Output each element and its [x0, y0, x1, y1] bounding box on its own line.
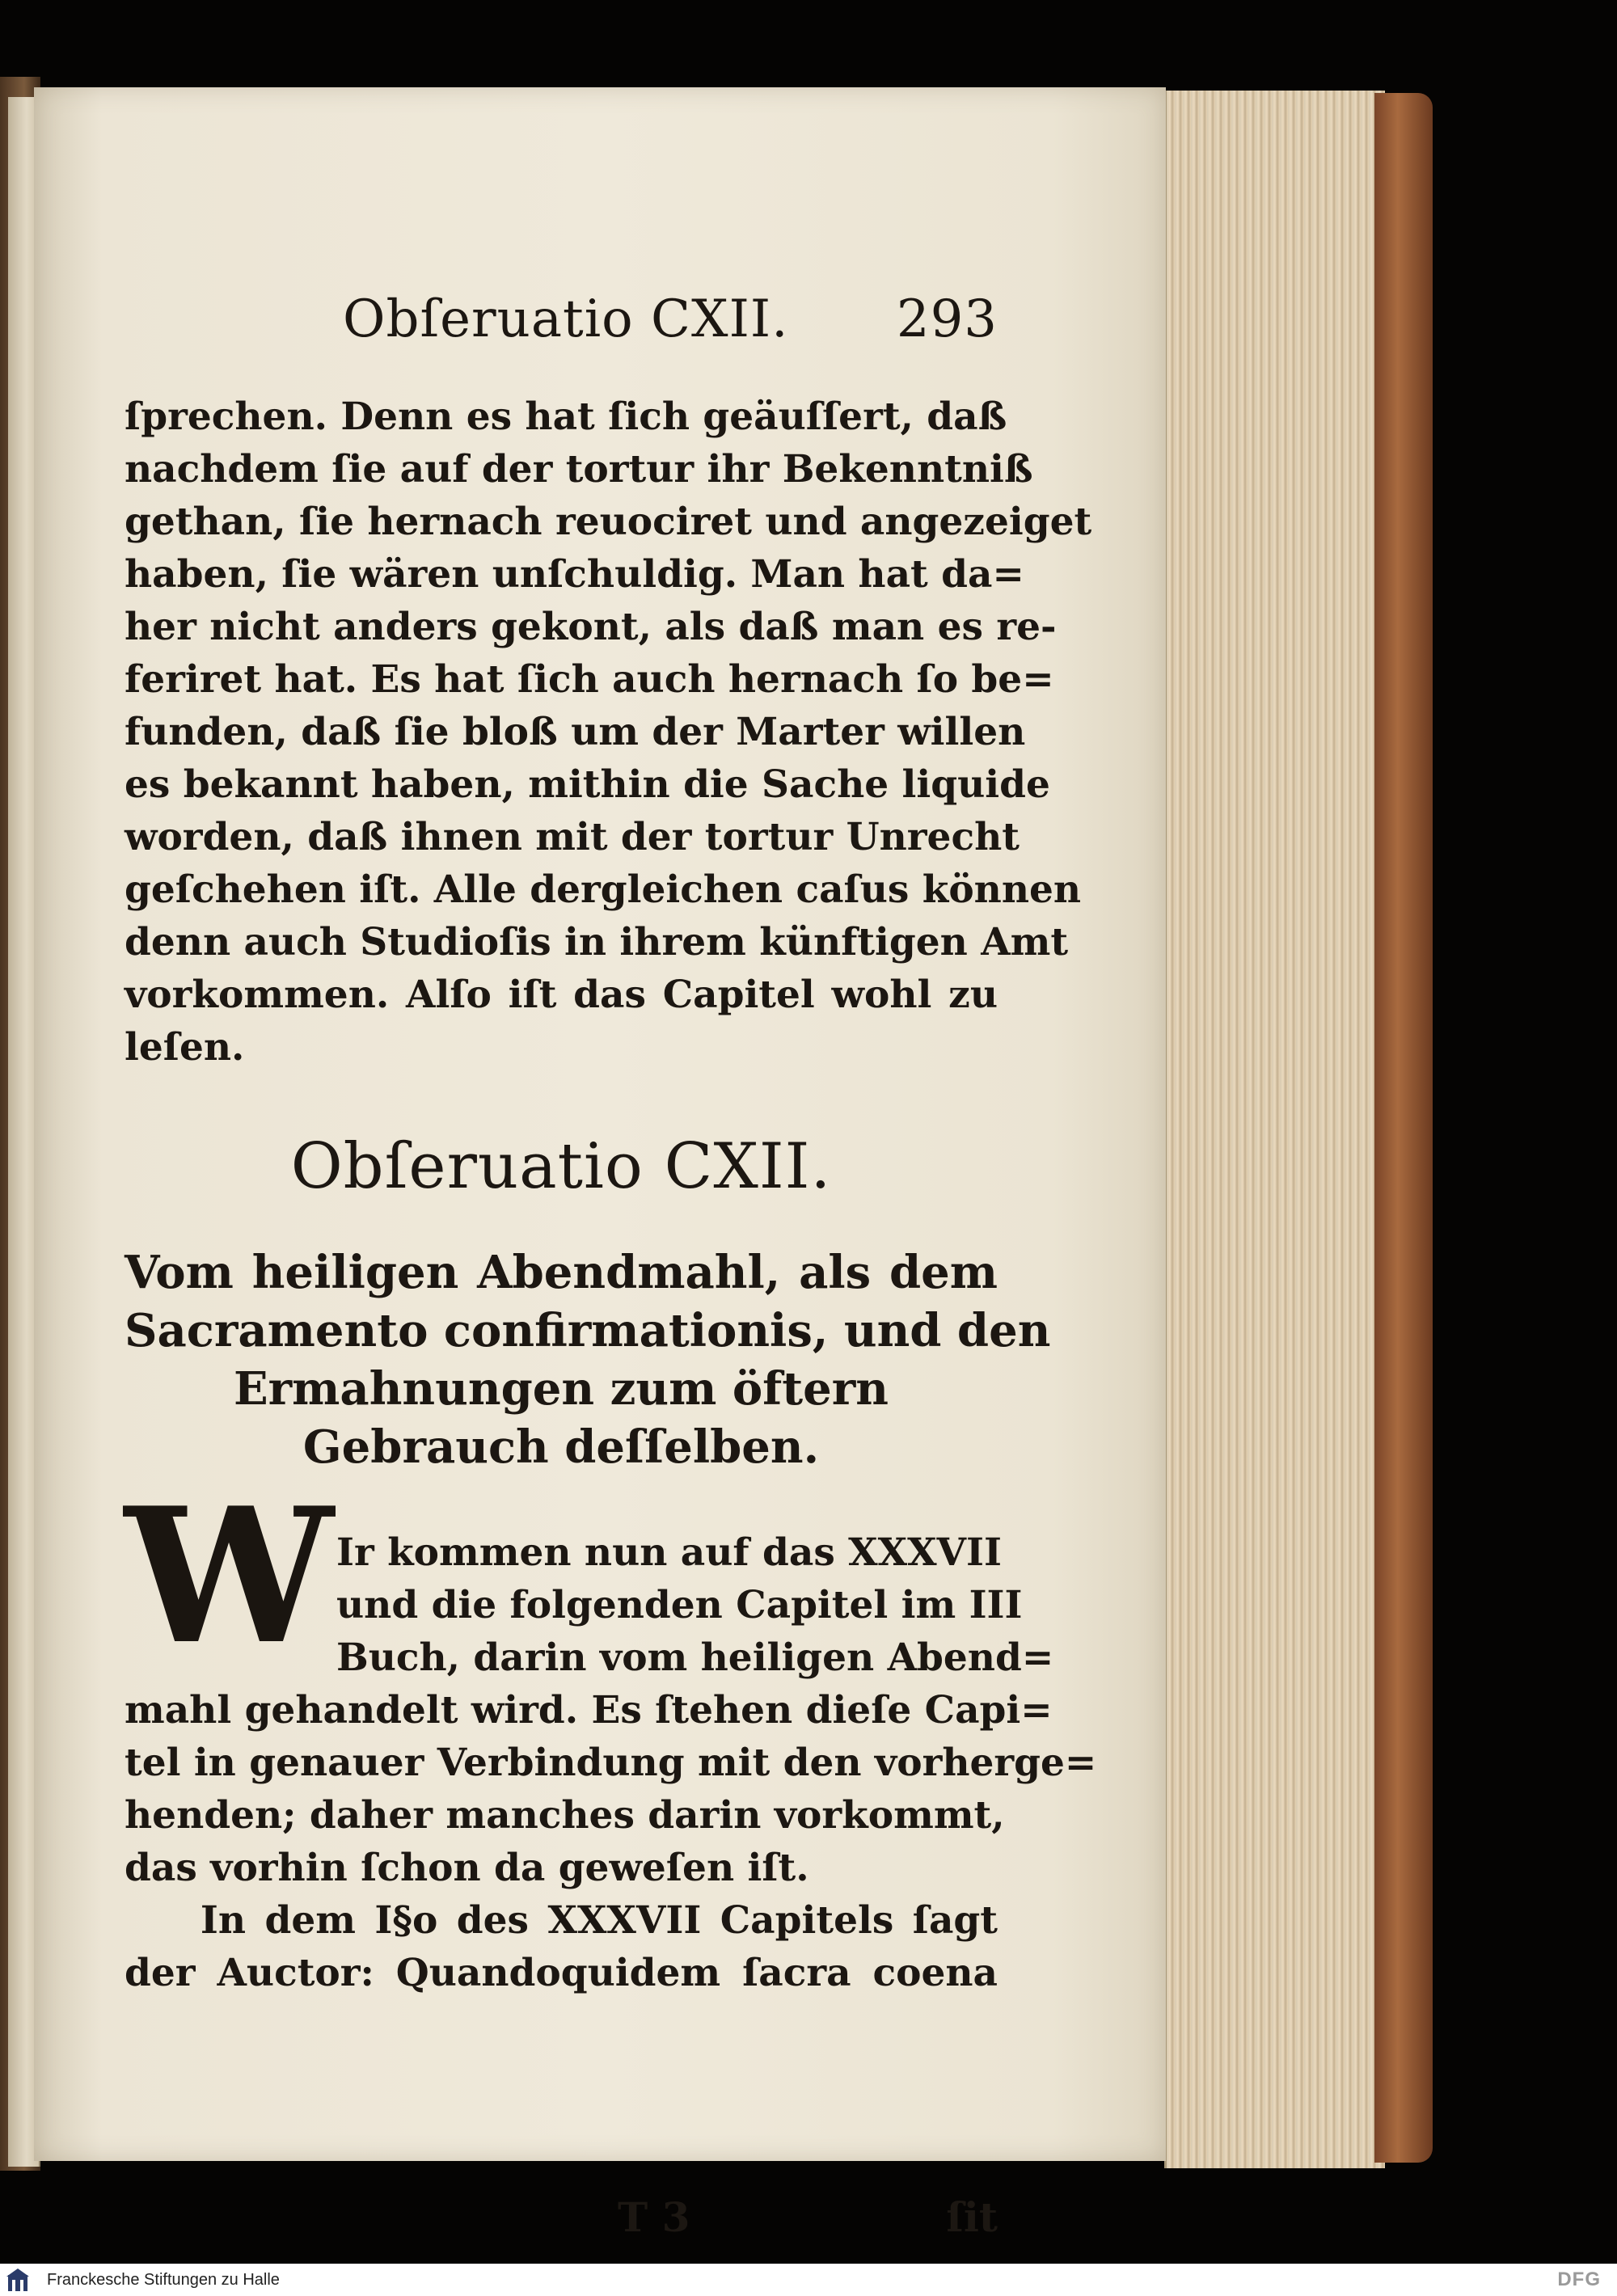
drop-initial: W: [125, 1467, 334, 1686]
text-line: leſen.: [125, 1025, 245, 1070]
bottom-info-strip: [0, 2264, 1617, 2296]
text-line: vorkommen. Alſo iſt das Capitel wohl zu: [125, 973, 998, 1017]
text-line: funden, daß ſie bloß um der Marter willen: [125, 710, 1026, 754]
catchword: ſit: [946, 2193, 998, 2241]
book-page: [34, 87, 1166, 2241]
text-line: tel in genauer Verbindung mit den vorherge=: [125, 1741, 1097, 1785]
text-line: ſprechen. Denn es hat ſich geäuſſert, daß: [125, 395, 1007, 439]
running-title: Obſeruatio CXII.: [343, 289, 789, 349]
text-line: mahl gehandelt wird. Es ſtehen dieſe Capi=: [125, 1688, 1053, 1733]
subheading-line: Sacramento confirmationis, und den: [125, 1304, 1051, 1357]
paragraph-2: [125, 1526, 1097, 1999]
text-line: Buch, darin vom heiligen Abend=: [336, 1635, 1054, 1680]
page-footer: [125, 2193, 998, 2250]
institution-logo-icon: [5, 2267, 31, 2293]
text-line: gethan, ſie hernach reuociret und angezeiget: [125, 500, 1092, 544]
page-number: 293: [896, 289, 998, 349]
signature-mark: T 3: [618, 2193, 690, 2241]
page-block-edges: [1164, 91, 1385, 2168]
section-heading: Obſeruatio CXII.: [290, 1130, 832, 1203]
institution-name: Franckesche Stiftungen zu Halle: [47, 2271, 280, 2289]
book-back-cover: [1374, 93, 1433, 2163]
paragraph-1: [125, 390, 1092, 1074]
text-line: haben, ſie wären unſchuldig. Man hat da=: [125, 552, 1024, 597]
subheading-line: Gebrauch deſſelben.: [302, 1420, 820, 1474]
text-line: der Auctor: Quandoquidem ſacra coena: [125, 1951, 998, 1995]
text-line: und die folgenden Capitel im III: [336, 1583, 1023, 1627]
text-line: Ir kommen nun auf das XXXVII: [336, 1530, 1002, 1575]
text-line: denn auch Studioſis in ihrem künftigen Amt: [125, 920, 1069, 964]
running-header: [125, 289, 998, 362]
text-line: worden, daß ihnen mit der tortur Unrecht: [125, 815, 1020, 859]
dfg-logo: DFG: [1557, 2269, 1601, 2290]
text-line: geſchehen iſt. Alle dergleichen caſus können: [125, 867, 1082, 912]
text-line: es bekannt haben, mithin die Sache liquide: [125, 762, 1050, 807]
subheading-line: Ermahnungen zum öftern: [233, 1362, 889, 1416]
text-line: nachdem ſie auf der tortur ihr Bekenntniß: [125, 447, 1033, 492]
text-line: her nicht anders gekont, als daß man es re-: [125, 605, 1057, 649]
section-subheading: [125, 1243, 1051, 1476]
text-line: feriret hat. Es hat ſich auch hernach ſo be=: [125, 657, 1054, 702]
text-line: das vorhin ſchon da geweſen iſt.: [125, 1846, 809, 1890]
text-line: henden; daher manches darin vorkommt,: [125, 1793, 1005, 1838]
text-line: In dem I§o des XXXVII Capitels ſagt: [125, 1898, 998, 1943]
subheading-line: Vom heiligen Abendmahl, als dem: [125, 1246, 998, 1299]
